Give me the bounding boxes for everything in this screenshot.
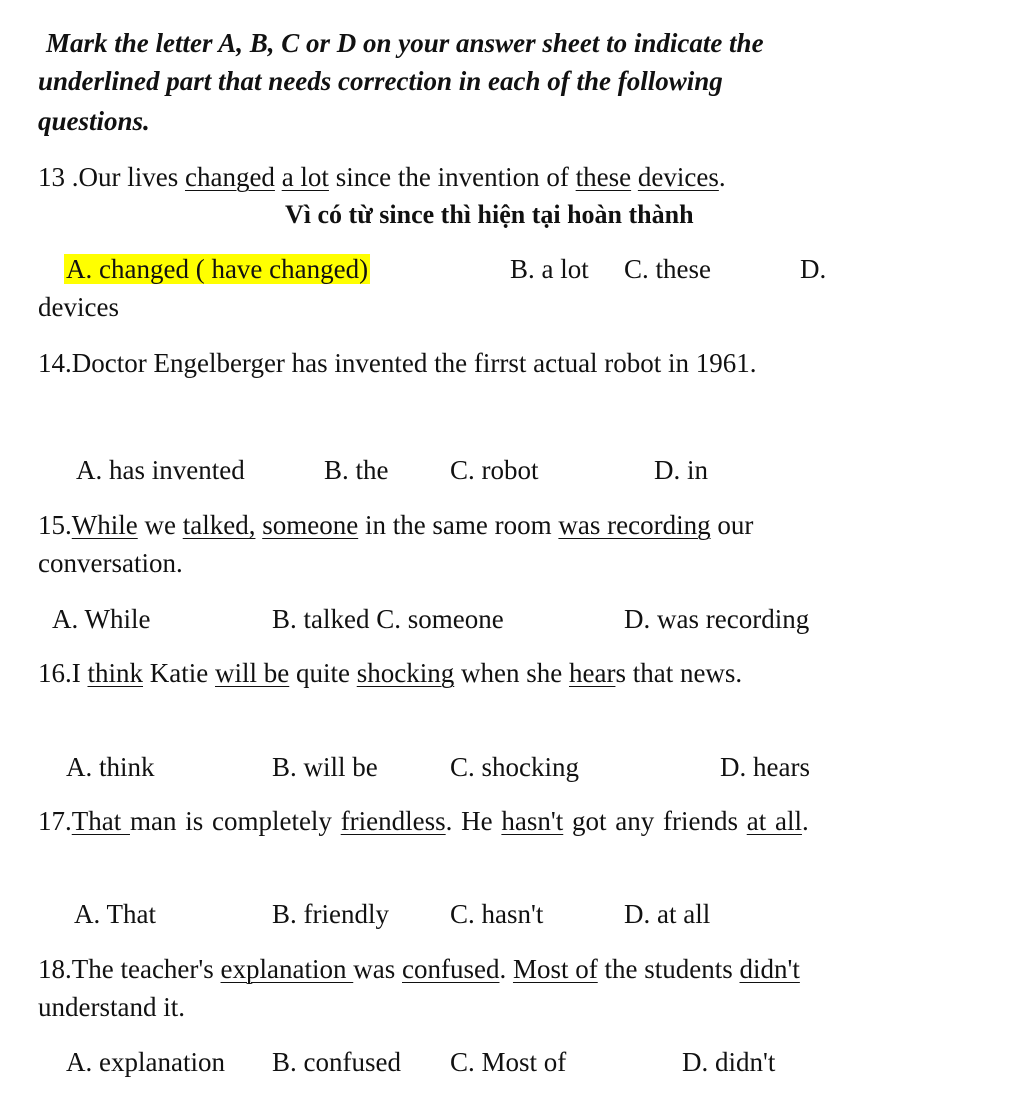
- q13-prefix: 13 .Our lives: [38, 162, 185, 192]
- q18-option-a: A. explanation: [66, 1047, 225, 1077]
- q16-underline-shocking: shocking: [356, 658, 455, 688]
- question-15-text: [38, 508, 753, 542]
- q16-text-1: Katie: [143, 658, 215, 688]
- q13-option-a-highlight: A. changed ( have changed): [66, 254, 369, 284]
- q14-option-b: B. the: [324, 455, 389, 485]
- q16-text-2: quite: [289, 658, 357, 688]
- q18-text-line-2: understand it.: [38, 992, 185, 1022]
- q13-underline-these: these: [575, 162, 632, 192]
- q18-underline-didnt: didn't: [739, 954, 800, 984]
- q13-space-2: [631, 162, 638, 192]
- q17-option-d: D. at all: [624, 899, 711, 929]
- q17-underline-at-all: at all: [746, 806, 802, 836]
- q15-text-2: in the same room: [358, 510, 559, 540]
- question-14-text: 14.Doctor Engelberger has invented the firrst actual robot in 1961.: [38, 348, 757, 378]
- question-16-text: [38, 656, 742, 690]
- q14-option-a: A. has invented: [76, 455, 245, 485]
- q17-text-1: man is completely: [129, 806, 341, 836]
- q16-text-4: s that news.: [615, 658, 743, 688]
- q17-text-2: . He: [445, 806, 502, 836]
- q17-text-3: got any friends: [563, 806, 747, 836]
- q18-option-b: B. confused: [272, 1047, 401, 1077]
- q13-end: .: [718, 162, 726, 192]
- q15-underline-while: While: [71, 510, 138, 540]
- q16-underline-think: think: [87, 658, 144, 688]
- q17-prefix: 17.: [38, 806, 72, 836]
- question-17-text: [38, 804, 809, 838]
- q18-text-1: was: [353, 954, 402, 984]
- instruction-line-1: Mark the letter A, B, C or D on your answer sheet to indicate the: [46, 28, 764, 58]
- q16-text-3: when she: [454, 658, 569, 688]
- q13-option-b: B. a lot: [510, 254, 589, 284]
- q13-option-a: [64, 252, 370, 286]
- q17-option-b: B. friendly: [272, 899, 389, 929]
- q15-option-a: A. While: [52, 604, 151, 634]
- q17-end: .: [801, 806, 809, 836]
- q13-option-d: D.: [800, 254, 827, 284]
- q17-option-c: C. hasn't: [450, 899, 544, 929]
- q15-option-d: D. was recording: [624, 604, 810, 634]
- q16-underline-will-be: will be: [215, 658, 290, 688]
- q15-underline-someone: someone: [262, 510, 359, 540]
- q15-text-line-2: conversation.: [38, 548, 183, 578]
- q16-option-a: A. think: [66, 752, 155, 782]
- q18-prefix: 18.The teacher's: [38, 954, 221, 984]
- q16-underline-hears: hear: [568, 658, 616, 688]
- q13-underline-devices: devices: [637, 162, 719, 192]
- q15-text-1: we: [137, 510, 183, 540]
- q18-text-2: .: [499, 954, 513, 984]
- q13-option-d-wrap: devices: [38, 292, 119, 322]
- q18-underline-confused: confused: [402, 954, 500, 984]
- q17-underline-friendless: friendless: [340, 806, 446, 836]
- q13-space: [275, 162, 282, 192]
- q13-grammar-note: Vì có từ since thì hiện tại hoàn thành: [285, 200, 694, 229]
- q18-underline-most-of: Most of: [512, 954, 598, 984]
- q16-option-c: C. shocking: [450, 752, 580, 782]
- q14-option-d: D. in: [654, 455, 708, 485]
- q13-text-mid: since the invention of: [328, 162, 576, 192]
- q15-prefix: 15.: [38, 510, 72, 540]
- q16-prefix: 16.I: [38, 658, 88, 688]
- q17-underline-that: That: [71, 806, 130, 836]
- q18-option-c: C. Most of: [450, 1047, 567, 1077]
- instruction-line-2: underlined part that needs correction in each of the following: [38, 66, 723, 96]
- q15-underline-was-recording: was recording: [558, 510, 711, 540]
- q17-option-a: A. That: [74, 899, 156, 929]
- q18-underline-explanation: explanation: [220, 954, 354, 984]
- q18-option-d: D. didn't: [682, 1047, 776, 1077]
- question-13-text: [38, 160, 726, 194]
- q15-option-bc: B. talked C. someone: [272, 604, 504, 634]
- q13-underline-changed: changed: [184, 162, 275, 192]
- q14-option-c: C. robot: [450, 455, 539, 485]
- q16-option-b: B. will be: [272, 752, 378, 782]
- q13-underline-a-lot: a lot: [281, 162, 329, 192]
- q16-option-d: D. hears: [720, 752, 810, 782]
- q13-option-c: C. these: [624, 254, 711, 284]
- q18-text-3: the students: [597, 954, 740, 984]
- q15-text-3: our: [710, 510, 754, 540]
- instruction-line-3: questions.: [38, 106, 150, 136]
- q17-underline-hasnt: hasn't: [501, 806, 564, 836]
- q15-underline-talked: talked,: [182, 510, 256, 540]
- question-18-text: [38, 952, 800, 986]
